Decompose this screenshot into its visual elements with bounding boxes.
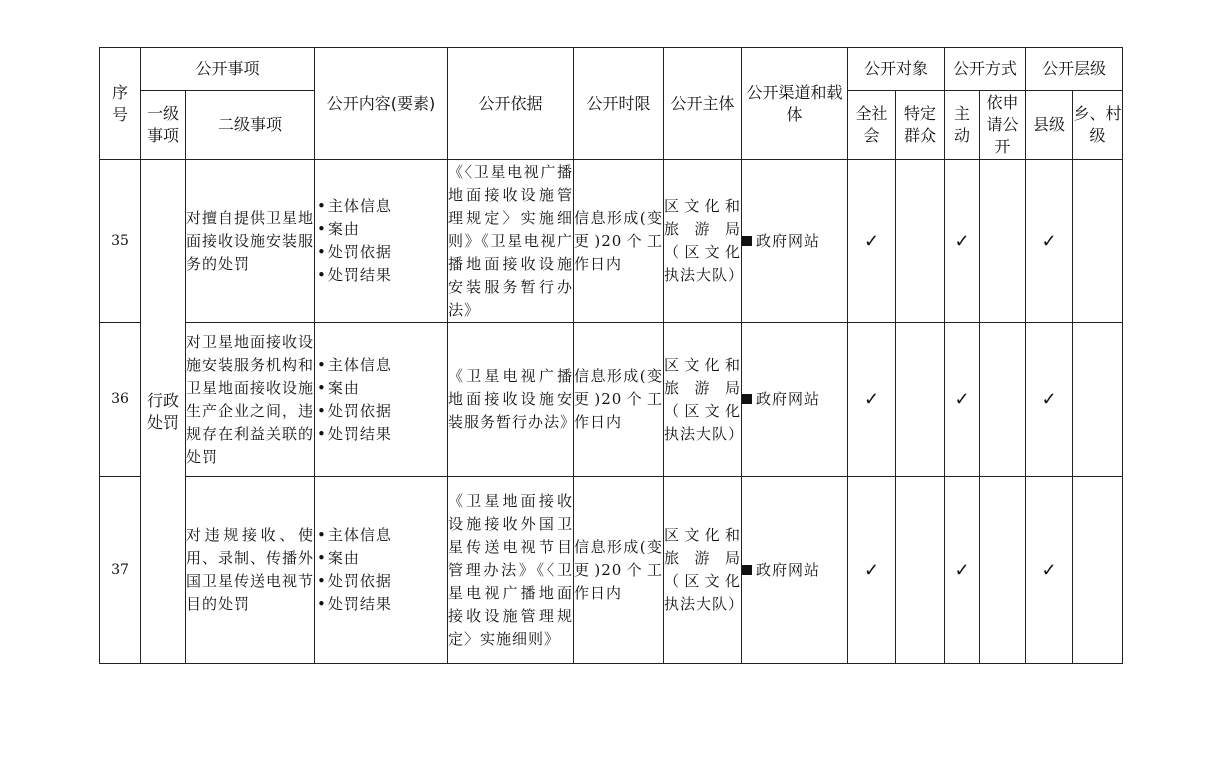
content-element: • 处罚依据 (317, 570, 447, 593)
check-method-active: ✓ (945, 477, 980, 664)
cell-target-specific (896, 323, 945, 477)
table-row (100, 477, 1123, 664)
header-channel: 公开渠道和载体 (742, 48, 848, 160)
time-limit: 信息形成(变更)20个工作日内 (574, 160, 664, 323)
square-bullet-icon (742, 236, 752, 246)
content-element: • 处罚结果 (317, 593, 447, 616)
header-target-group: 公开对象 (848, 48, 945, 91)
channel: 政府网站 (742, 160, 848, 323)
content-element: • 处罚依据 (317, 400, 447, 423)
cell-level-town (1073, 323, 1123, 477)
cell-target-specific (896, 477, 945, 664)
content-element: • 案由 (317, 218, 447, 241)
content-elements (315, 477, 448, 664)
level2-item: 对卫星地面接收设施安装服务机构和卫星地面接收设施生产企业之间，违规存在利益关联的处罚 (186, 323, 315, 477)
cell-level-town (1073, 160, 1123, 323)
header-level-county: 县级 (1026, 91, 1073, 160)
content-element: • 处罚依据 (317, 241, 447, 264)
cell-method-apply (980, 323, 1026, 477)
disclosure-subject: 区文化和旅游局（区文化执法大队） (664, 477, 742, 664)
check-target-all: ✓ (848, 160, 896, 323)
table-row (100, 323, 1123, 477)
cell-method-apply (980, 160, 1026, 323)
disclosure-basis: 《卫星电视广播地面接收设施安装服务暂行办法》 (448, 323, 574, 477)
check-method-active: ✓ (945, 323, 980, 477)
header-content: 公开内容(要素) (315, 48, 448, 160)
check-target-all: ✓ (848, 477, 896, 664)
content-element: • 案由 (317, 547, 447, 570)
disclosure-subject: 区文化和旅游局（区文化执法大队） (664, 160, 742, 323)
header-level-town: 乡、村级 (1073, 91, 1123, 160)
content-element: • 主体信息 (317, 195, 447, 218)
content-element: • 处罚结果 (317, 423, 447, 446)
disclosure-basis: 《卫星地面接收设施接收外国卫星传送电视节目管理办法》《〈卫星电视广播地面接收设施管理规定〉实施细则》 (448, 477, 574, 664)
header-subject: 公开主体 (664, 48, 742, 160)
row-number: 37 (100, 477, 141, 664)
content-elements (315, 160, 448, 323)
row-number: 35 (100, 160, 141, 323)
header-basis: 公开依据 (448, 48, 574, 160)
header-item-group: 公开事项 (141, 48, 315, 91)
content-element: • 处罚结果 (317, 264, 447, 287)
channel: 政府网站 (742, 477, 848, 664)
header-seq: 序号 (100, 48, 141, 160)
disclosure-subject: 区文化和旅游局（区文化执法大队） (664, 323, 742, 477)
check-method-active: ✓ (945, 160, 980, 323)
header-level-group: 公开层级 (1026, 48, 1123, 91)
content-elements (315, 323, 448, 477)
check-level-county: ✓ (1026, 323, 1073, 477)
square-bullet-icon (742, 565, 752, 575)
header-method-active: 主动 (945, 91, 980, 160)
check-target-all: ✓ (848, 323, 896, 477)
time-limit: 信息形成(变更)20个工作日内 (574, 477, 664, 664)
disclosure-table (99, 47, 1123, 664)
cell-target-specific (896, 160, 945, 323)
row-number: 36 (100, 323, 141, 477)
cell-level-town (1073, 477, 1123, 664)
header-method-group: 公开方式 (945, 48, 1026, 91)
header-time-limit: 公开时限 (574, 48, 664, 160)
square-bullet-icon (742, 394, 752, 404)
cell-method-apply (980, 477, 1026, 664)
header-level2: 二级事项 (186, 91, 315, 160)
content-element: • 主体信息 (317, 354, 447, 377)
level1-item: 行政处罚 (141, 160, 186, 664)
content-element: • 案由 (317, 377, 447, 400)
table-row (100, 160, 1123, 323)
disclosure-basis: 《〈卫星电视广播地面接收设施管理规定〉实施细则》《卫星电视广播地面接收设施安装服务暂行办法》 (448, 160, 574, 323)
header-target-all: 全社会 (848, 91, 896, 160)
check-level-county: ✓ (1026, 160, 1073, 323)
check-level-county: ✓ (1026, 477, 1073, 664)
time-limit: 信息形成(变更)20个工作日内 (574, 323, 664, 477)
header-method-apply: 依申请公开 (980, 91, 1026, 160)
header-target-specific: 特定群众 (896, 91, 945, 160)
level2-item: 对擅自提供卫星地面接收设施安装服务的处罚 (186, 160, 315, 323)
channel: 政府网站 (742, 323, 848, 477)
content-element: • 主体信息 (317, 524, 447, 547)
level2-item: 对违规接收、使用、录制、传播外国卫星传送电视节目的处罚 (186, 477, 315, 664)
header-level1: 一级事项 (141, 91, 186, 160)
